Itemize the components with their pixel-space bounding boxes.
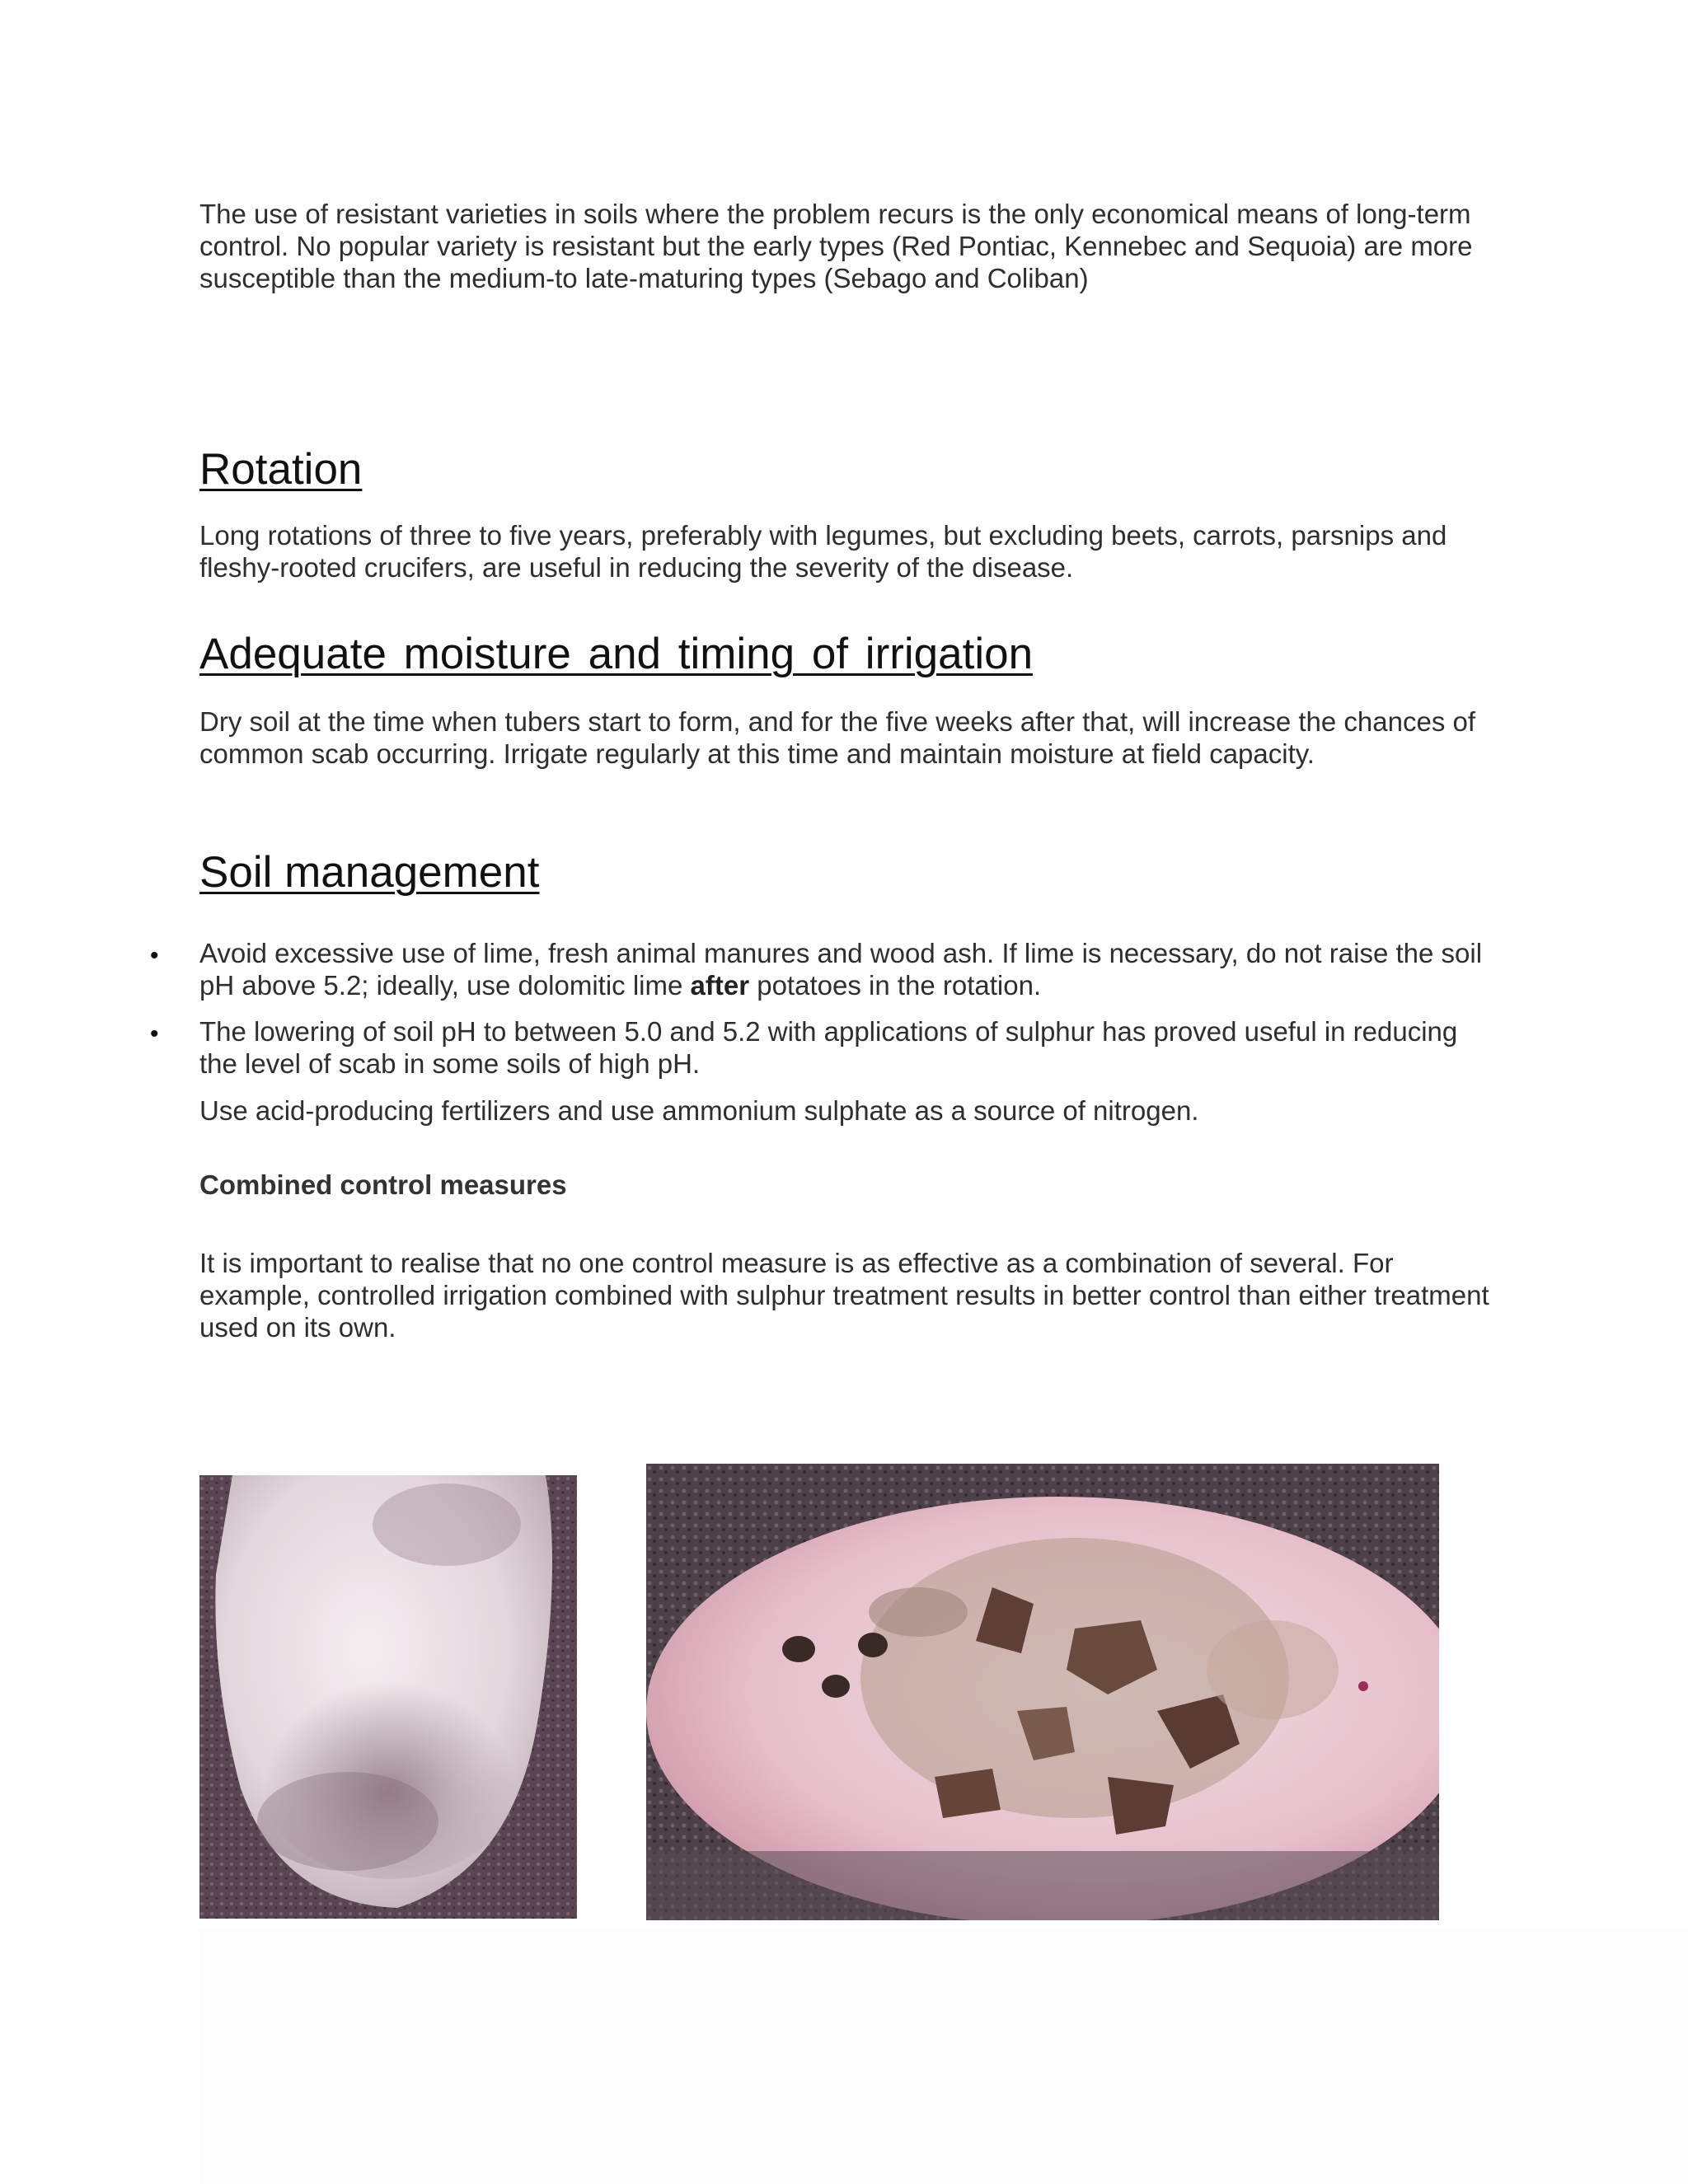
bullet-marker: •	[150, 942, 159, 969]
soil-extra-paragraph: Use acid-producing fertilizers and use ammonium sulphate as a source of nitrogen.	[199, 1095, 1199, 1126]
rotation-heading: Rotation	[199, 445, 363, 494]
soil-bullet-lime	[199, 937, 1502, 1001]
bullet-emphasis: after	[690, 970, 750, 1001]
bullet-text: Avoid excessive use of lime, fresh animal manures and wood ash. If lime is necessary, do not raise the soil pH above 5.2; ideally, use dolomitic lime	[199, 938, 1483, 1001]
bullet-text-end: potatoes in the rotation.	[749, 970, 1042, 1001]
irrigation-paragraph: Dry soil at the time when tubers start to form, and for the five weeks after that, will increase the chances of common scab occurring. Irrigate regularly at this time and maintain moisture at field capacity.	[199, 706, 1476, 769]
bullet-marker: •	[150, 1020, 159, 1047]
blank-image-area	[199, 1929, 1688, 2184]
rotation-paragraph: Long rotations of three to five years, preferably with legumes, but excluding beets, carrots, parsnips and fleshy-rooted crucifers, are useful in reducing the severity of the disease.	[199, 520, 1447, 583]
intro-paragraph: The use of resistant varieties in soils where the problem recurs is the only economical means of long-term control. No popular variety is resistant but the early types (Red Pontiac, Kennebec and Sequoia) are more susceptible than the medium-to late-maturing types (Sebago and Coliban)	[199, 199, 1473, 293]
combined-heading: Combined control measures	[199, 1169, 567, 1200]
potato-scab-photo-left	[199, 1475, 577, 1919]
irrigation-heading: Adequate moisture and timing of irrigation	[199, 630, 1034, 678]
soil-management-heading: Soil management	[199, 848, 540, 897]
combined-paragraph: It is important to realise that no one control measure is as effective as a combination of several. For example, controlled irrigation combined with sulphur treatment results in better control than either treatment used on its own.	[199, 1248, 1489, 1343]
soil-bullet-sulphur: The lowering of soil pH to between 5.0 and 5.2 with applications of sulphur has proved useful in reducing the level of scab in some soils of high pH.	[199, 1016, 1458, 1079]
potato-scab-photo-right	[646, 1464, 1439, 1920]
